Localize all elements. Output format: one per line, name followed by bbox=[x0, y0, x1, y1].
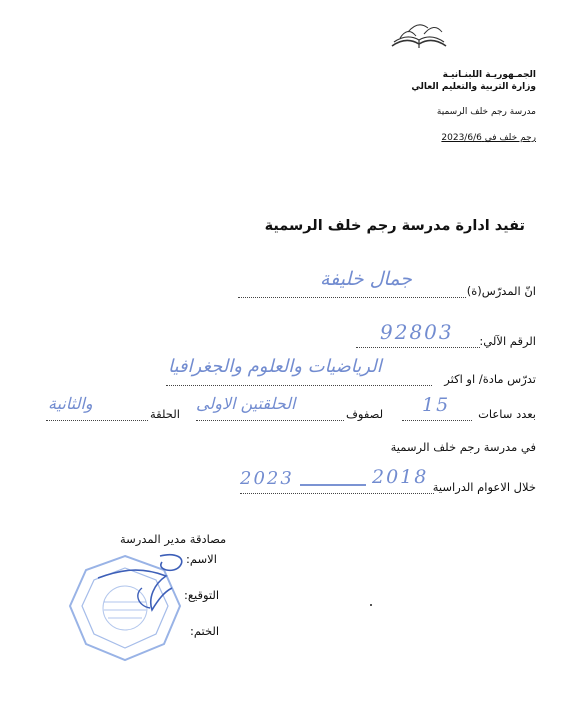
book-logo-icon bbox=[388, 18, 450, 54]
teacher-label: انّ المدرّس(ة) bbox=[466, 284, 536, 298]
years-label: خلال الاعوام الدراسية bbox=[432, 480, 536, 494]
years-from-handwritten: 2018 bbox=[372, 466, 429, 488]
number-handwritten: 92803 bbox=[380, 320, 454, 344]
teacher-name-handwritten: جمال خليفة bbox=[320, 268, 412, 290]
letterhead-school: مدرسة رجم خلف الرسمية bbox=[436, 107, 536, 117]
approval-heading: مصادقة مدير المدرسة bbox=[120, 532, 227, 546]
classes-label: لصفوف bbox=[346, 407, 384, 421]
director-signature-icon bbox=[90, 548, 200, 618]
number-dotted-line bbox=[356, 347, 480, 348]
school-line: في مدرسة رجم خلف الرسمية bbox=[390, 440, 536, 454]
years-dash bbox=[300, 484, 366, 486]
subject-handwritten: الرياضيات والعلوم والجغرافيا bbox=[168, 356, 382, 377]
hours-handwritten: 15 bbox=[422, 394, 451, 416]
cycle-label: الحلقة bbox=[150, 407, 180, 421]
stray-dot bbox=[370, 604, 372, 606]
teacher-dotted-line bbox=[238, 297, 466, 298]
date-value: 2023/6/6 bbox=[441, 133, 482, 143]
subject-dotted-line bbox=[166, 385, 432, 386]
letterhead-date bbox=[441, 133, 536, 144]
hours-dotted-line bbox=[402, 420, 472, 421]
classes-handwritten: الحلقتين الاولى bbox=[196, 394, 296, 413]
cycle-handwritten: والثانية bbox=[48, 394, 93, 413]
date-prefix: رجم خلف في bbox=[484, 133, 536, 143]
approval-signature-label: التوقيع: bbox=[184, 588, 220, 602]
letterhead-republic: الجمـهوريـة اللبنـانيـة bbox=[442, 70, 536, 80]
number-label: الرقم الآلي: bbox=[479, 334, 536, 348]
years-to-handwritten: 2023 bbox=[240, 468, 294, 489]
hours-label: بعدد ساعات bbox=[478, 407, 536, 421]
document-title: تفيد ادارة مدرسة رجم خلف الرسمية bbox=[264, 218, 525, 234]
classes-dotted-line bbox=[196, 420, 344, 421]
letterhead-ministry: وزارة التربية والتعليم العالي bbox=[411, 82, 536, 92]
years-dotted-line bbox=[240, 493, 434, 494]
approval-stamp-label: الختم: bbox=[190, 624, 220, 638]
subject-label: تدرّس مادة/ او اكثر bbox=[444, 372, 536, 386]
cycle-dotted-line bbox=[46, 420, 148, 421]
approval-name-label: الاسم: bbox=[186, 552, 217, 566]
